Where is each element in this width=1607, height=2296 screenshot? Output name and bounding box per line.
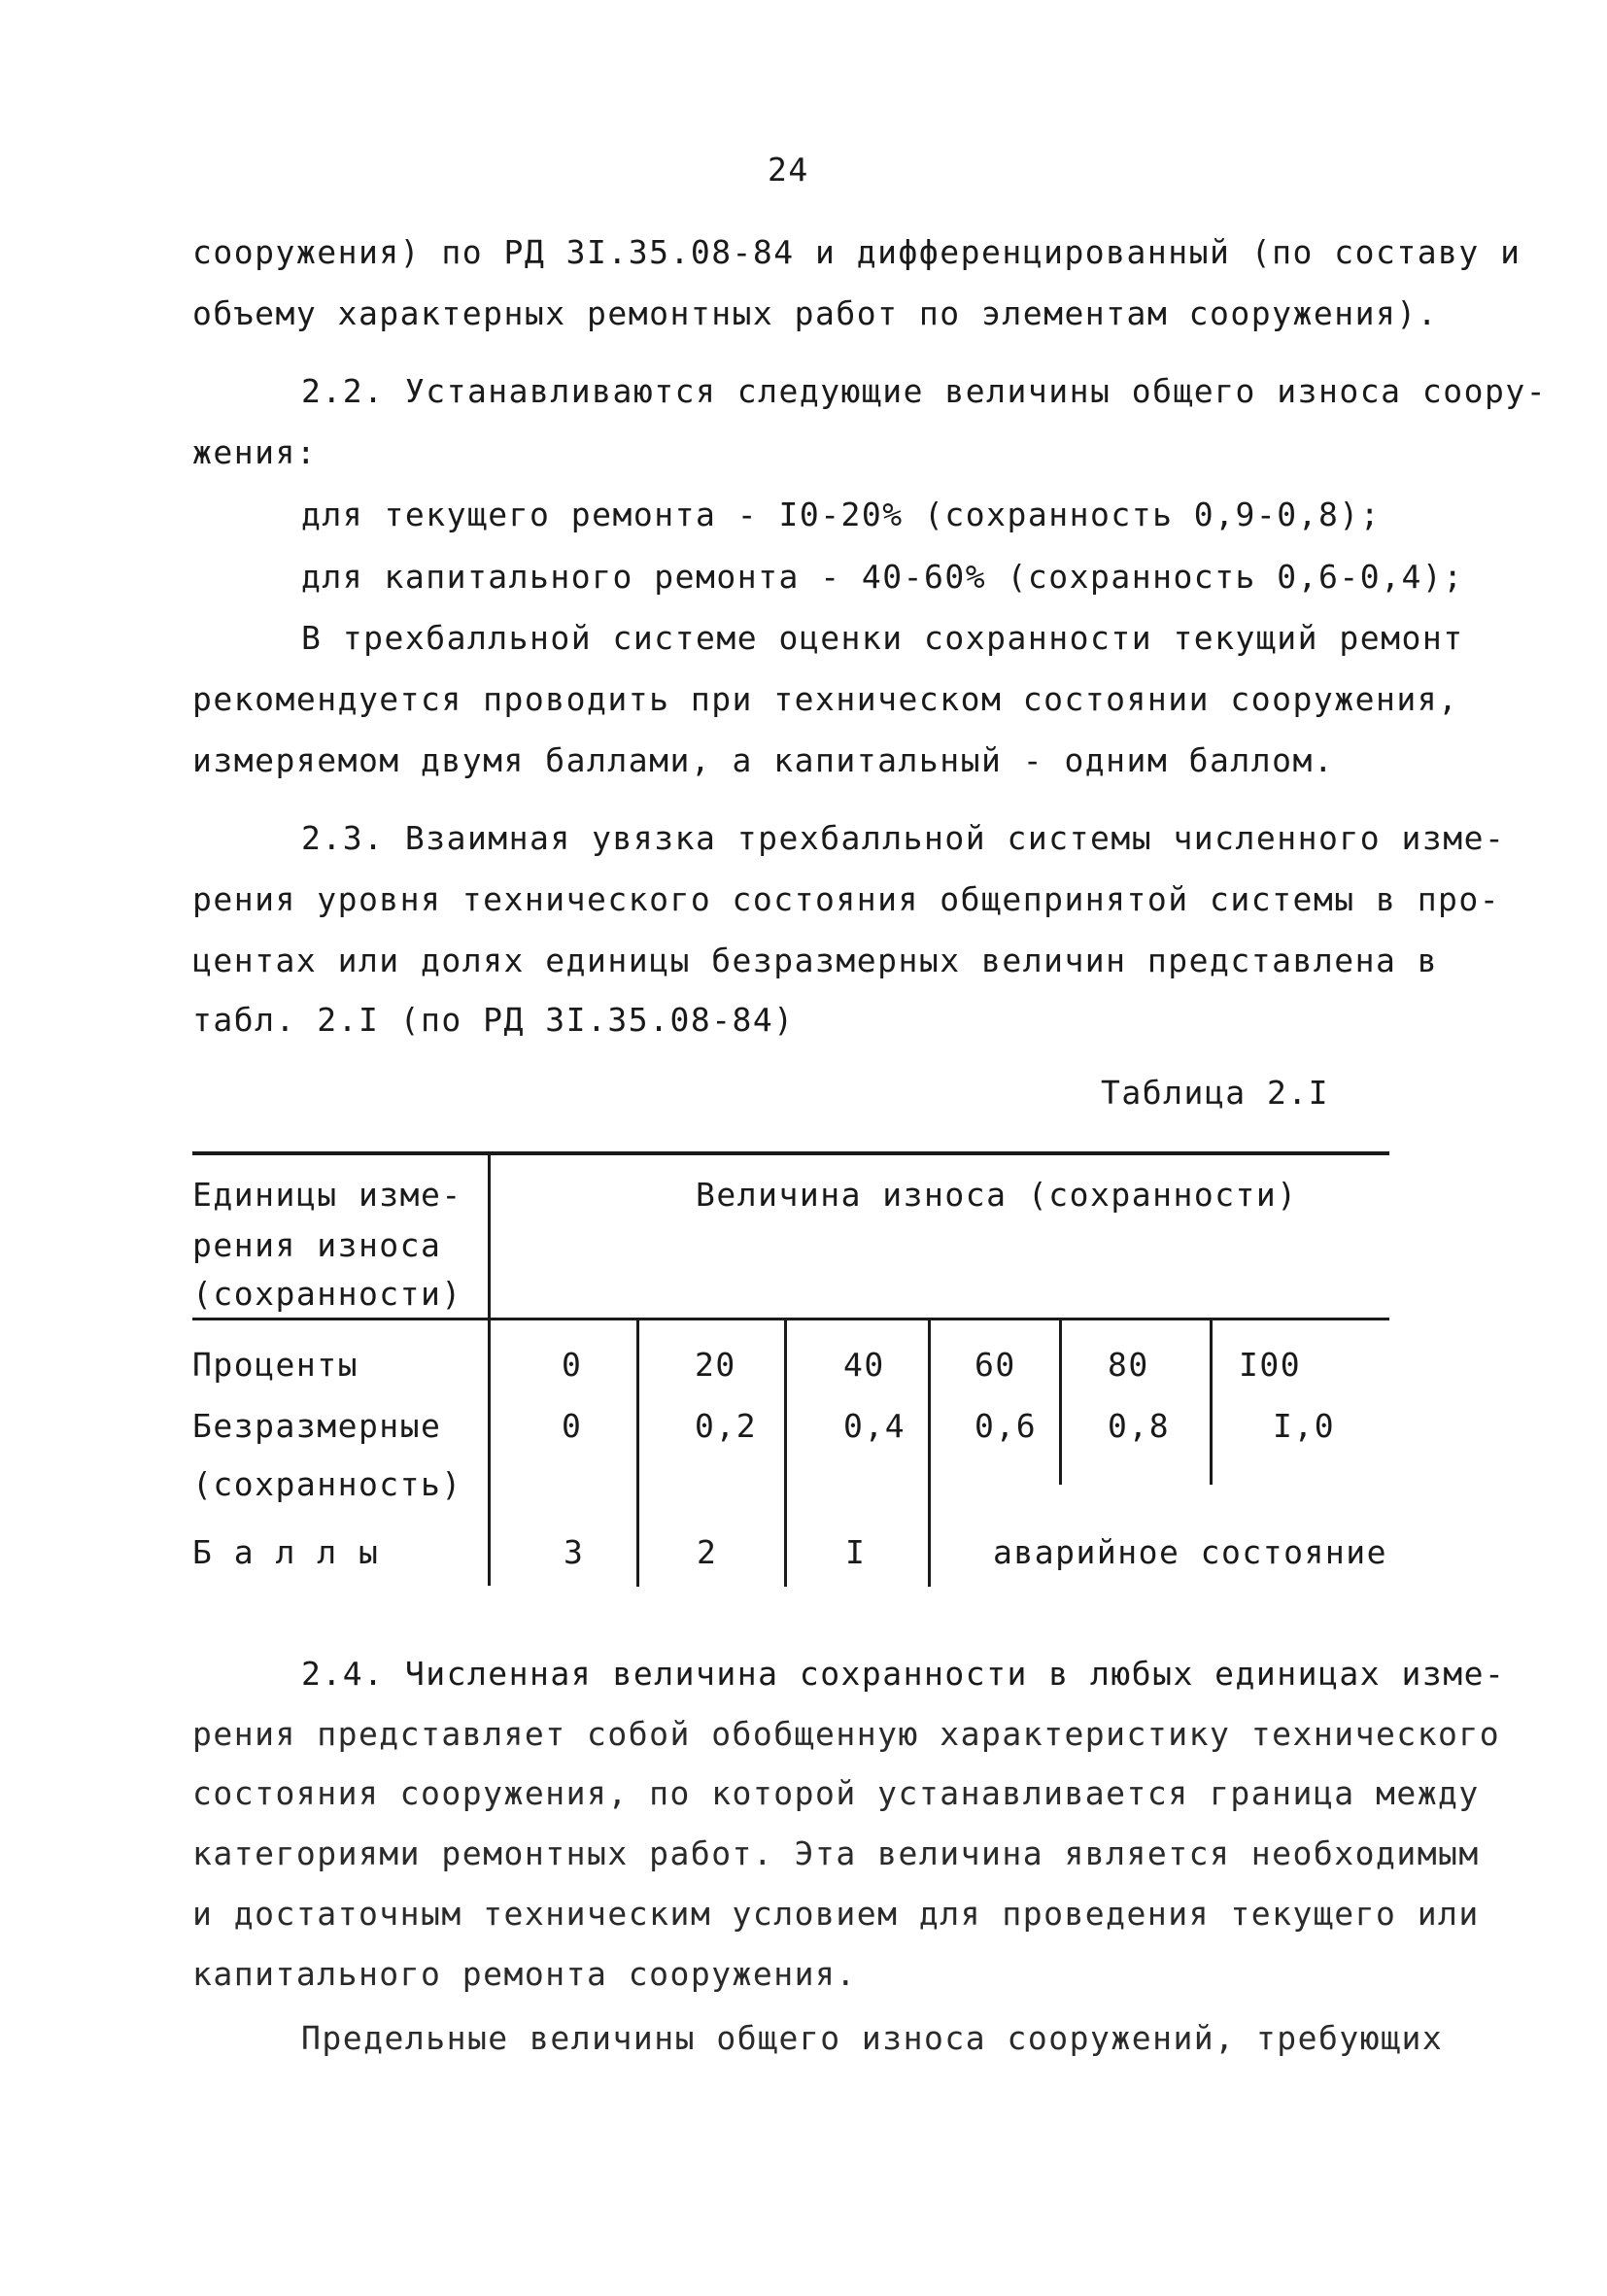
dimless-cell: 0 bbox=[562, 1407, 583, 1445]
table-top-rule bbox=[192, 1151, 1389, 1155]
table-vrule-2 bbox=[784, 1319, 787, 1587]
intro-line-1: сооружения) по РД 3I.35.08-84 и дифференцированный (по составу и bbox=[192, 233, 1522, 271]
percent-cell: 20 bbox=[695, 1346, 736, 1384]
score-cell: I bbox=[845, 1533, 867, 1571]
capital-repair-item: для капитального ремонта - 40-60% (сохранность 0,6-0,4); bbox=[301, 558, 1464, 596]
section-2-3-line-3: центах или долях единицы безразмерных величин представлена в bbox=[192, 942, 1439, 979]
section-2-3-line-4: табл. 2.I (по РД 3I.35.08-84) bbox=[192, 1001, 795, 1039]
table-caption: Таблица 2.I bbox=[1101, 1074, 1330, 1112]
table-vrule-main bbox=[488, 1153, 491, 1586]
section-2-4-line-3: состояния сооружения, по которой устанавливается граница между bbox=[192, 1774, 1480, 1812]
percent-cell: 60 bbox=[974, 1346, 1016, 1384]
section-2-4-line-6: капитального ремонта сооружения. bbox=[192, 1955, 857, 1993]
row-dimless-label-1: Безразмерные bbox=[192, 1407, 442, 1445]
dimless-cell: 0,8 bbox=[1108, 1407, 1171, 1445]
dimless-cell: I,0 bbox=[1273, 1407, 1336, 1445]
percent-cell: 40 bbox=[843, 1346, 885, 1384]
section-2-2-para-line-2: рекомендуется проводить при техническом состоянии сооружения, bbox=[192, 680, 1459, 718]
dimless-cell: 0,6 bbox=[974, 1407, 1038, 1445]
header-left-line-1: Единицы изме- bbox=[192, 1176, 462, 1214]
section-2-3-line-1: 2.3. Взаимная увязка трехбалльной системы численного изме- bbox=[301, 819, 1506, 857]
percent-cell: 80 bbox=[1108, 1346, 1149, 1384]
section-2-2-para-line-1: В трехбалльной системе оценки сохранности текущий ремонт bbox=[301, 619, 1464, 657]
section-2-4-line-2: рения представляет собой обобщенную характеристику технического bbox=[192, 1715, 1501, 1753]
intro-line-2: объему характерных ремонтных работ по элементам сооружения). bbox=[192, 294, 1439, 332]
section-2-4-line-4: категориями ремонтных работ. Эта величина является необходимым bbox=[192, 1834, 1480, 1872]
section-2-2-line-2: жения: bbox=[192, 433, 318, 471]
table-vrule-3 bbox=[928, 1319, 931, 1587]
dimless-cell: 0,4 bbox=[843, 1407, 906, 1445]
table-vrule-4 bbox=[1059, 1319, 1062, 1485]
section-2-4-line-5: и достаточным техническим условием для проведения текущего или bbox=[192, 1895, 1480, 1933]
dimless-cell: 0,2 bbox=[695, 1407, 758, 1445]
row-score-label: Б а л л ы bbox=[192, 1533, 380, 1571]
table-vrule-5 bbox=[1210, 1319, 1213, 1485]
header-left-line-3: (сохранности) bbox=[192, 1275, 462, 1313]
current-repair-item: для текущего ремонта - I0-20% (сохранность 0,9-0,8); bbox=[301, 496, 1382, 533]
row-percent-label: Проценты bbox=[192, 1346, 359, 1384]
table-vrule-1 bbox=[636, 1319, 639, 1587]
header-left-line-2: рения износа bbox=[192, 1226, 442, 1264]
emergency-state: аварийное состояние bbox=[993, 1533, 1387, 1571]
section-2-2-line-1: 2.2. Устанавливаются следующие величины общего износа соору- bbox=[301, 372, 1548, 410]
section-2-2-para-line-3: измеряемом двумя баллами, а капитальный - одним баллом. bbox=[192, 741, 1335, 779]
section-2-4-line-1: 2.4. Численная величина сохранности в любых единицах изме- bbox=[301, 1655, 1506, 1693]
percent-cell: I00 bbox=[1239, 1346, 1302, 1384]
percent-cell: 0 bbox=[562, 1346, 583, 1384]
header-right: Величина износа (сохранности) bbox=[696, 1176, 1298, 1214]
section-2-4-line-7: Предельные величины общего износа сооружений, требующих bbox=[301, 2019, 1444, 2057]
score-cell: 3 bbox=[564, 1533, 585, 1571]
score-cell: 2 bbox=[697, 1533, 718, 1571]
row-dimless-label-2: (сохранность) bbox=[192, 1465, 462, 1503]
section-2-3-line-2: рения уровня технического состояния общепринятой системы в про- bbox=[192, 880, 1501, 918]
page-number: 24 bbox=[768, 151, 809, 188]
